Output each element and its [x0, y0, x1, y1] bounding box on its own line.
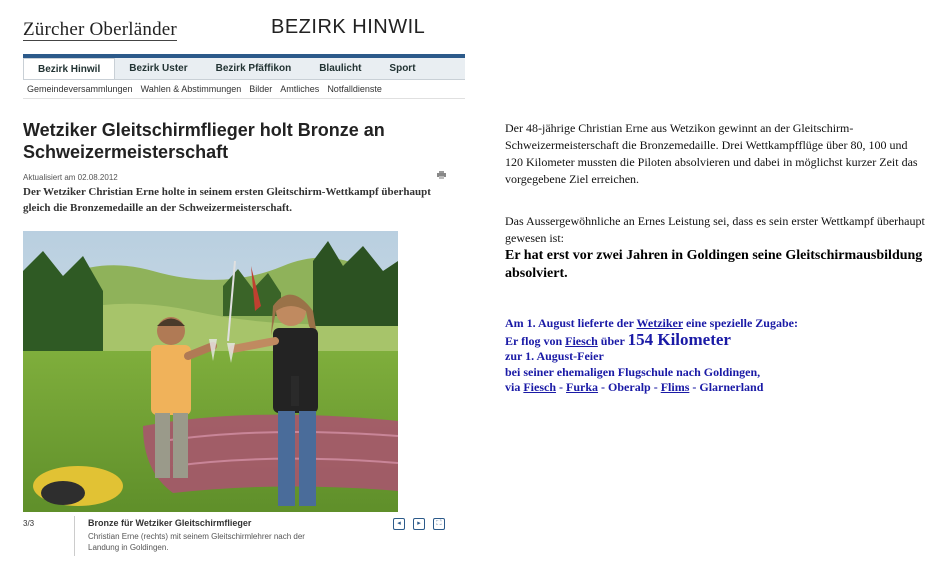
blue-line-4: bei seiner ehemaligen Flugschule nach Goldingen,: [505, 364, 761, 379]
tab-blaulicht[interactable]: Blaulicht: [319, 63, 362, 74]
commentary-paragraph-1: Der 48-jährige Christian Erne aus Wetzikon gewinnt an der Gleitschirm-Schweizermeisterschaft die Bronzemedaille. Drei Wettkampfflüge über 80, 100 und 120 Kilometer mussten die Piloten absolvieren und dabei in möglichst kurzer Zeit das vorgegebene Ziel erreichen.: [505, 121, 918, 186]
blue-line-1: Am 1. August lieferte der Wetziker eine spezielle Zugabe:: [505, 316, 798, 330]
subnav-gemeindeversammlungen[interactable]: Gemeindeversammlungen: [27, 84, 133, 94]
tab-bezirk-uster[interactable]: Bezirk Uster: [129, 63, 188, 74]
gallery-title: Bronze für Wetziker Gleitschirmflieger: [88, 518, 252, 528]
sub-nav: [27, 84, 382, 94]
subnav-amtliches[interactable]: Amtliches: [280, 84, 320, 94]
divider: [23, 98, 465, 99]
article-date: Aktualisiert am 02.08.2012: [23, 173, 118, 182]
tab-bezirk-pfaeffikon[interactable]: Bezirk Pfäffikon: [215, 63, 292, 74]
tab-sport[interactable]: Sport: [389, 63, 416, 74]
link-fiesch-route[interactable]: Fiesch: [523, 380, 557, 394]
prev-image-button[interactable]: [393, 518, 405, 530]
region-title: BEZIRK HINWIL: [271, 16, 426, 38]
chevron-left-icon: ◂: [397, 520, 401, 527]
subnav-wahlen[interactable]: Wahlen & Abstimmungen: [140, 84, 242, 94]
commentary-blue-note: [505, 316, 945, 396]
article-title: Wetziker Gleitschirmflieger holt Bronze an Schweizermeisterschaft: [23, 120, 385, 162]
tab-bezirk-hinwil[interactable]: Bezirk Hinwil: [23, 58, 115, 79]
subnav-notfalldienste[interactable]: Notfalldienste: [327, 84, 382, 94]
blue-line-2: Er flog von Fiesch über 154 Kilometer: [505, 329, 731, 349]
article-photo[interactable]: [23, 231, 398, 512]
link-flims[interactable]: Flims: [660, 380, 690, 394]
blue-line-3: zur 1. August-Feier: [505, 349, 604, 363]
chevron-right-icon: ▸: [417, 520, 421, 527]
newspaper-logo[interactable]: Zürcher Oberländer: [23, 19, 177, 40]
commentary-emphasis: Er hat erst vor zwei Jahren in Goldingen seine Gleitschirmausbildung absolviert.: [505, 248, 923, 281]
gallery-counter: 3/3: [23, 519, 35, 528]
gallery-caption: Christian Erne (rechts) mit seinem Gleitschirmlehrer nach der Landung in Goldingen.: [88, 532, 305, 552]
divider: [74, 516, 75, 556]
link-wetziker[interactable]: Wetziker: [636, 316, 683, 330]
commentary-paragraph-2: Das Aussergewöhnliche an Ernes Leistung sei, dass es sein erster Wettkampf überhaupt gewesen ist:: [505, 214, 925, 245]
fullscreen-button[interactable]: [433, 518, 445, 530]
subnav-bilder[interactable]: Bilder: [249, 84, 273, 94]
print-icon[interactable]: [437, 171, 446, 179]
next-image-button[interactable]: [413, 518, 425, 530]
blue-line-5: via Fiesch - Furka - Oberalp - Flims - Glarnerland: [505, 380, 764, 394]
article-lead: Der Wetziker Christian Erne holte in seinem ersten Gleitschirm-Wettkampf überhaupt gleich die Bronzemedaille an der Schweizermeisterschaft.: [23, 186, 431, 214]
link-furka[interactable]: Furka: [566, 380, 599, 394]
link-fiesch[interactable]: Fiesch: [565, 333, 598, 348]
main-nav: [23, 58, 465, 80]
fullscreen-icon: ⛶: [436, 520, 442, 527]
